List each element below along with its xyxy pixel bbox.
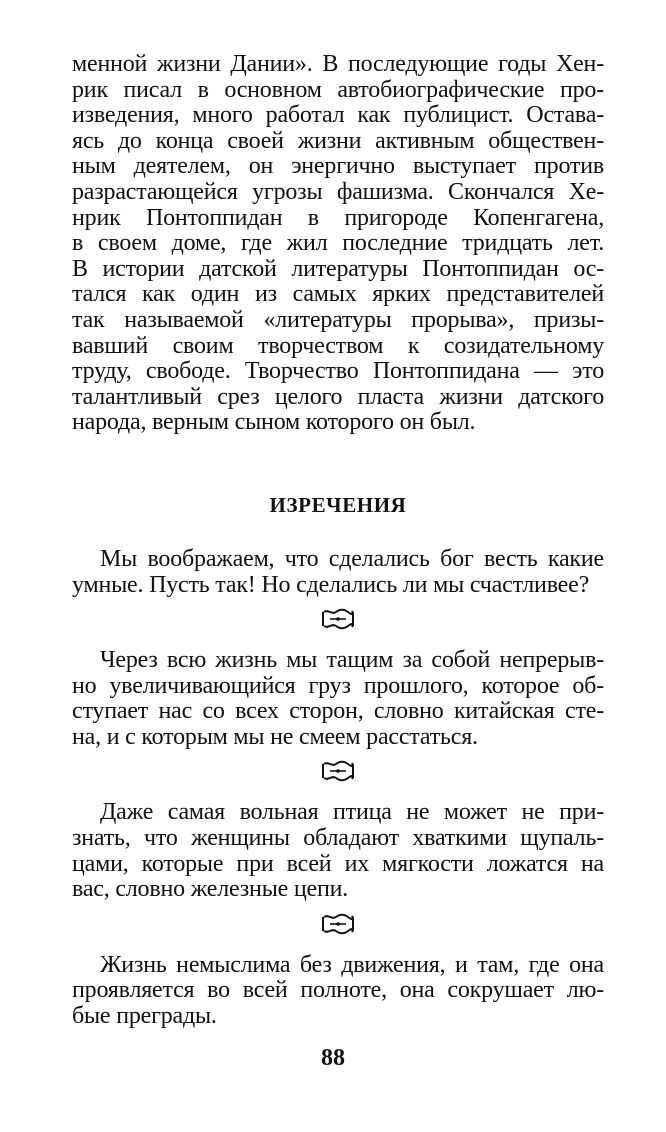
quote-line: ступает нас со всех сторон, словно китайская сте- — [72, 698, 604, 725]
paragraph-line: труду, свободе. Творчество Понтоппидана — это — [72, 358, 604, 385]
quote-4 — [72, 953, 604, 1030]
intro-paragraph — [72, 52, 604, 436]
paragraph-line: нрик Понтоппидан в пригороде Копенгагена, — [72, 204, 604, 231]
quote-line: вас, словно железные цепи. — [72, 876, 349, 903]
quote-line: Жизнь немыслима без движения, и там, где она — [100, 951, 604, 978]
quote-line: но увеличивающийся груз прошлого, которое об- — [72, 672, 604, 699]
quote-3 — [72, 800, 604, 902]
paragraph-line: ным деятелем, он энергично выступает против — [72, 153, 604, 180]
paragraph-line: разрастающейся угрозы фашизма. Скончался Хе- — [72, 178, 604, 205]
page-number: 88 — [321, 1045, 345, 1071]
quote-line: проявляется во всей полноте, она сокрушает лю- — [72, 977, 604, 1004]
paragraph-line: тался как один из самых ярких представителей — [72, 281, 604, 308]
page-body — [72, 52, 604, 1030]
quote-line: Через всю жизнь мы тащим за собой непрерыв- — [100, 647, 604, 674]
paragraph-line: В истории датской литературы Понтоппидан ос- — [72, 255, 604, 282]
paragraph-line: народа, верным сыном которого он был. — [72, 409, 476, 436]
paragraph-line: так называемой «литературы прорыва», призы- — [72, 306, 604, 333]
quote-line: умные. Пусть так! Но сделались ли мы счастливее? — [72, 571, 590, 598]
paragraph-line: менной жизни Дании». В последующие годы Хен- — [72, 51, 604, 77]
paragraph-line: изведения, много работал как публицист. Остава- — [72, 102, 604, 129]
paragraph-line: в своем доме, где жил последние тридцать лет. — [72, 230, 604, 257]
ornament-divider-icon — [72, 608, 604, 644]
quote-line: Даже самая вольная птица не может не при- — [100, 799, 604, 826]
quote-2 — [72, 648, 604, 750]
ornament-divider-icon — [72, 913, 604, 949]
quote-line: Мы воображаем, что сделались бог весть какие — [100, 545, 604, 572]
section-heading: ИЗРЕЧЕНИЯ — [269, 492, 407, 517]
quote-line: цами, которые при всей их мягкости ложатся на — [72, 850, 604, 877]
quote-line: бые преграды. — [72, 1003, 217, 1030]
quote-line: знать, что женщины обладают хваткими щупаль- — [72, 825, 604, 852]
paragraph-line: вавший своим творчеством к созидательному — [72, 332, 604, 359]
paragraph-line: рик писал в основном автобиографические про- — [72, 76, 604, 103]
quote-line: на, и с которым мы не смеем расстаться. — [72, 723, 478, 750]
paragraph-line: талантливый срез целого пласта жизни датского — [72, 383, 604, 410]
paragraph-line: ясь до конца своей жизни активным обществен- — [72, 127, 604, 154]
ornament-divider-icon — [72, 760, 604, 796]
quote-1 — [72, 547, 604, 598]
